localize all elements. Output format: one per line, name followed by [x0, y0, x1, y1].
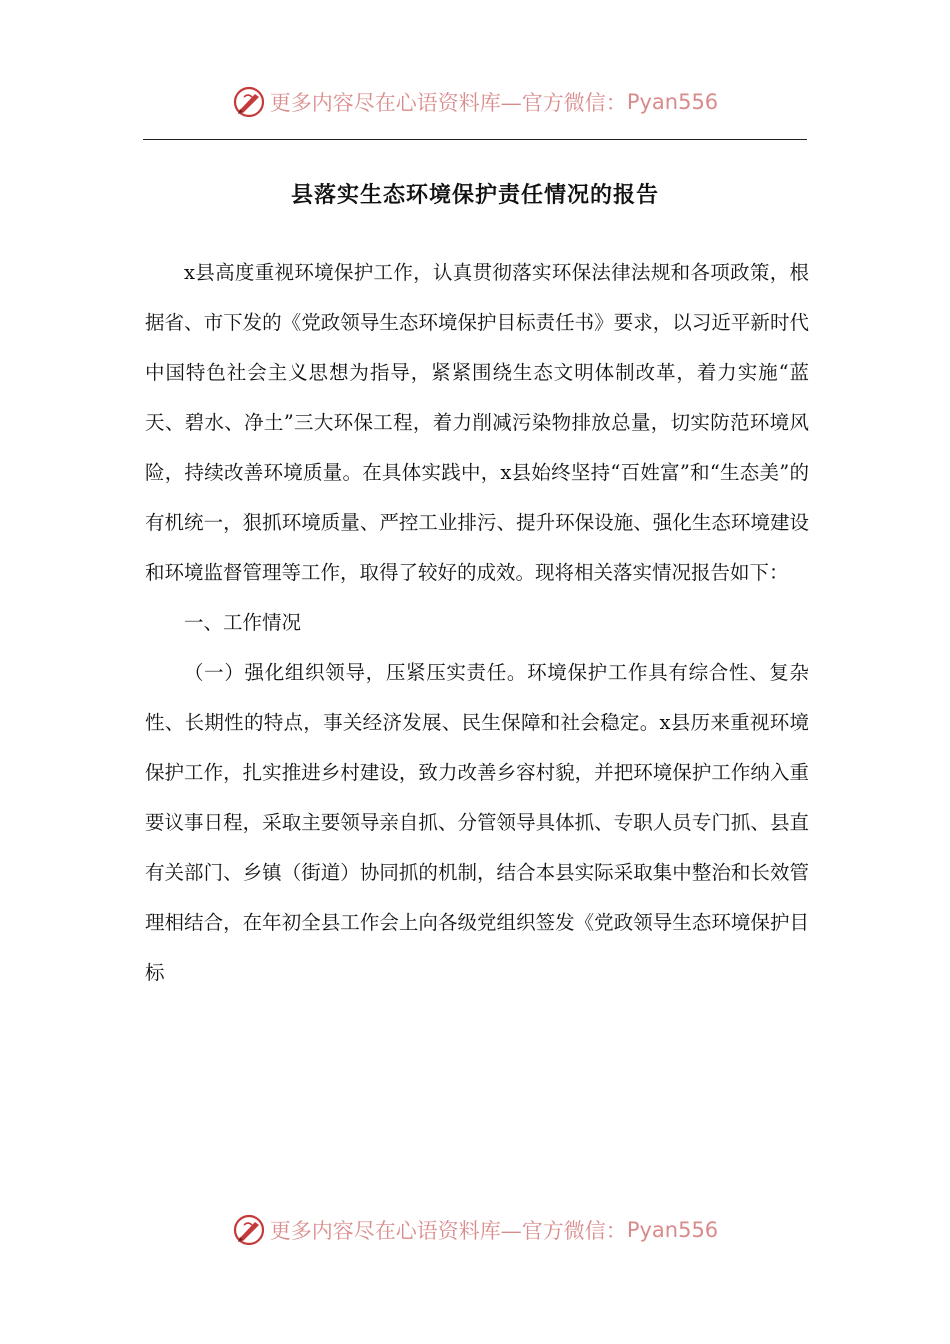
paragraph-intro: x县高度重视环境保护工作，认真贯彻落实环保法律法规和各项政策，根据省、市下发的《党政领导生态环境保护目标责任书》要求，以习近平新时代中国特色社会主义思想为指导，紧紧围绕生态文明体制改革，着力实施“蓝天、碧水、净土”三大环保工程，着力削减污染物排放总量，切实防范环境风险，持续改善环境质量。在具体实践中，x县始终坚持“百姓富”和“生态美”的有机统一，狠抓环境质量、严控工业排污、提升环保设施、强化生态环境建设和环境监督管理等工作，取得了较好的成效。现将相关落实情况报告如下：	[145, 261, 809, 584]
document-body	[145, 248, 809, 998]
pen-logo-icon	[232, 1213, 266, 1247]
watermark-text: 更多内容尽在心语资料库—官方微信：	[269, 91, 627, 115]
watermark-handle: Pyan556	[626, 90, 719, 114]
header-watermark	[0, 82, 950, 122]
watermark-handle: Pyan556	[626, 1218, 719, 1242]
footer-watermark	[0, 1210, 950, 1250]
watermark-text: 更多内容尽在心语资料库—官方微信：	[269, 1219, 627, 1243]
section-heading: 一、工作情况	[184, 611, 302, 634]
header-rule	[143, 139, 807, 140]
paragraph-section-1: （一）强化组织领导，压紧压实责任。环境保护工作具有综合性、复杂性、长期性的特点，事关经济发展、民生保障和社会稳定。x县历来重视环境保护工作，扎实推进乡村建设，致力改善乡容村貌，并把环境保护工作纳入重要议事日程，采取主要领导亲自抓、分管领导具体抓、专职人员专门抓、县直有关部门、乡镇（街道）协同抓的机制，结合本县实际采取集中整治和长效管理相结合，在年初全县工作会上向各级党组织签发《党政领导生态环境保护目标	[145, 661, 809, 984]
document-title: 县落实生态环境保护责任情况的报告	[290, 182, 659, 208]
pen-logo-icon	[232, 85, 266, 119]
